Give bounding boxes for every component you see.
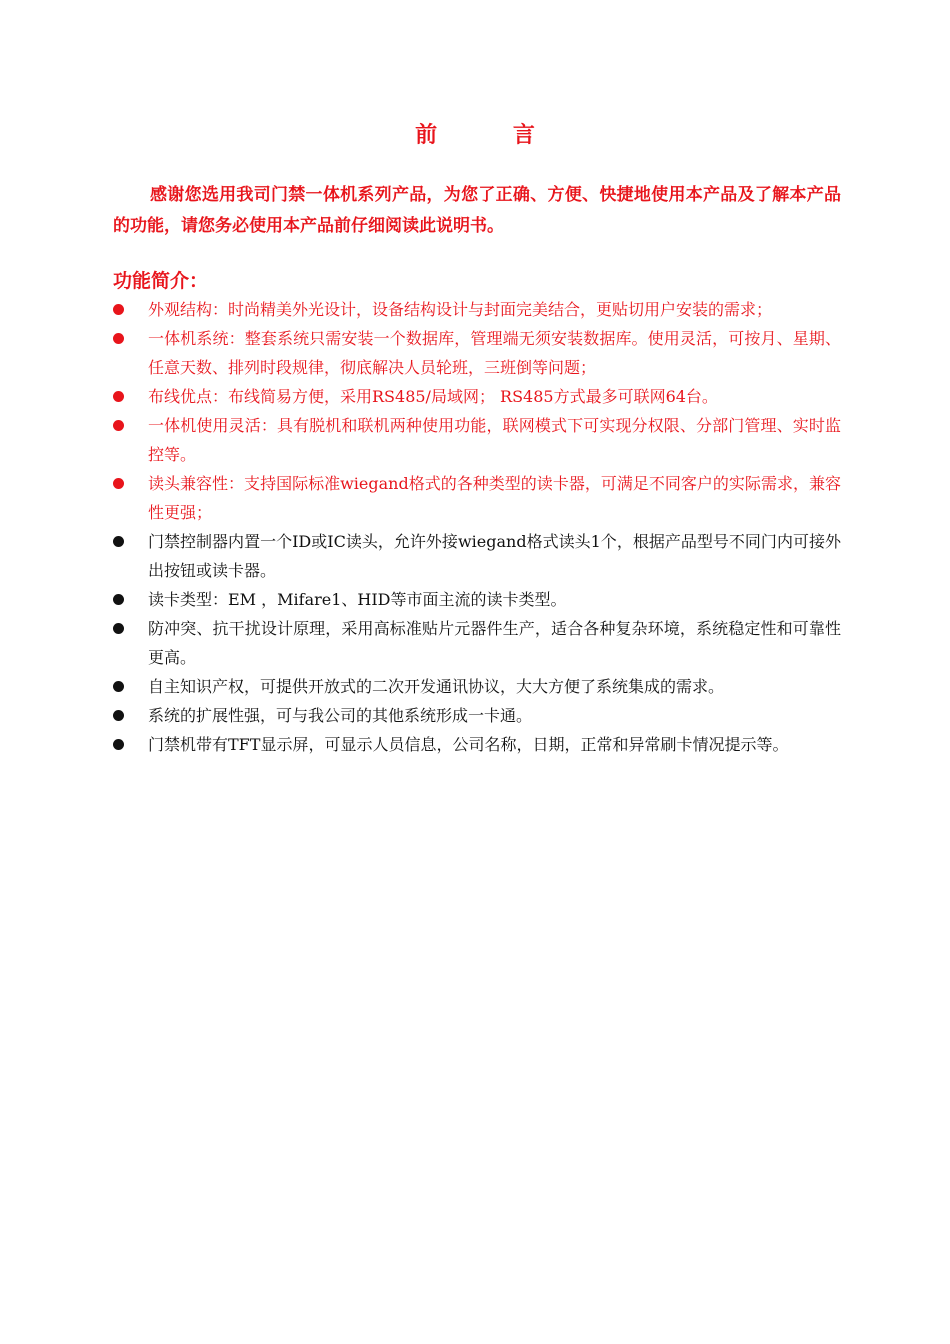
bullet-icon	[113, 536, 124, 547]
feature-item	[113, 295, 841, 324]
intro-paragraph: 感谢您选用我司门禁一体机系列产品，为您了正确、方便、快捷地使用本产品及了解本产品的功能，请您务必使用本产品前仔细阅读此说明书。	[113, 185, 841, 236]
section-heading: 功能简介：	[113, 270, 209, 292]
feature-item	[113, 324, 841, 382]
feature-text: 防冲突、抗干扰设计原理，采用高标准贴片元器件生产，适合各种复杂环境，系统稳定性和可靠性更高。	[148, 619, 841, 667]
feature-text: 系统的扩展性强，可与我公司的其他系统形成一卡通。	[148, 706, 533, 725]
bullet-icon	[113, 594, 124, 605]
feature-text: 一体机系统：整套系统只需安装一个数据库，管理端无须安装数据库。使用灵活，可按月、星期、任意天数、排列时段规律，彻底解决人员轮班，三班倒等问题；	[148, 329, 841, 377]
bullet-icon	[113, 681, 124, 692]
feature-text: 一体机使用灵活：具有脱机和联机两种使用功能，联网模式下可实现分权限、分部门管理、实时监控等。	[148, 416, 841, 464]
feature-item	[113, 382, 841, 411]
feature-item	[113, 701, 841, 730]
feature-text: 布线优点：布线简易方便，采用RS485/局域网； RS485方式最多可联网64台。	[148, 387, 718, 406]
bullet-icon	[113, 304, 124, 315]
feature-item	[113, 730, 841, 759]
feature-list	[113, 295, 841, 759]
feature-item	[113, 585, 841, 614]
feature-text: 门禁控制器内置一个ID或IC读头，允许外接wiegand格式读头1个，根据产品型号不同门内可接外出按钮或读卡器。	[148, 532, 841, 580]
feature-item	[113, 411, 841, 469]
bullet-icon	[113, 478, 124, 489]
bullet-icon	[113, 710, 124, 721]
bullet-icon	[113, 623, 124, 634]
page-title: 前 言	[415, 123, 569, 148]
feature-text: 门禁机带有TFT显示屏，可显示人员信息，公司名称，日期，正常和异常刷卡情况提示等。	[148, 735, 789, 754]
feature-item	[113, 614, 841, 672]
feature-text: 外观结构：时尚精美外光设计，设备结构设计与封面完美结合，更贴切用户安装的需求；	[148, 300, 773, 319]
bullet-icon	[113, 391, 124, 402]
feature-item	[113, 527, 841, 585]
bullet-icon	[113, 739, 124, 750]
feature-item	[113, 469, 841, 527]
bullet-icon	[113, 420, 124, 431]
feature-text: 自主知识产权，可提供开放式的二次开发通讯协议，大大方便了系统集成的需求。	[148, 677, 725, 696]
feature-item	[113, 672, 841, 701]
feature-text: 读头兼容性：支持国际标准wiegand格式的各种类型的读卡器，可满足不同客户的实际需求，兼容性更强；	[148, 474, 841, 522]
bullet-icon	[113, 333, 124, 344]
feature-text: 读卡类型：EM ，Mifare1、HID等市面主流的读卡类型。	[148, 590, 567, 609]
